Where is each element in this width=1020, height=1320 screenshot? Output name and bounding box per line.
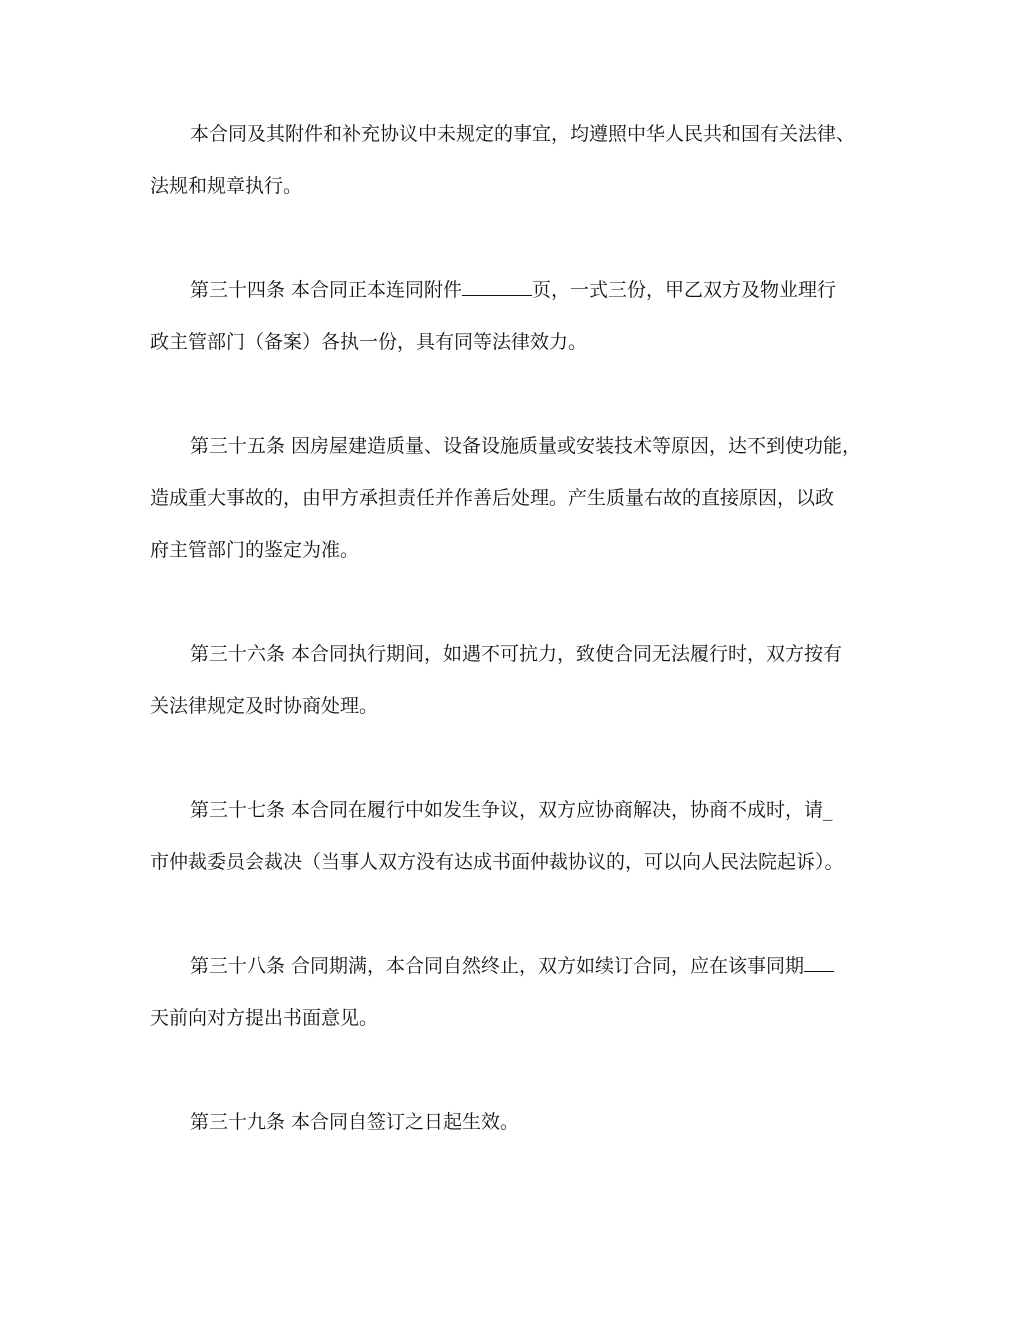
page-count-blank [462,276,532,296]
paragraph-line [150,264,880,316]
paragraph-article-37 [150,784,880,888]
article-34-text-a: 第三十四条 本合同正本连同附件 [190,279,463,301]
paragraph-article-36 [150,628,880,732]
paragraph-article-38 [150,940,880,1044]
paragraph-line: 本合同及其附件和补充协议中未规定的事宜，均遵照中华人民共和国有关法律、 [190,123,856,145]
paragraph-line: 府主管部门的鉴定为准。 [150,539,360,561]
paragraph-line: 第三十七条 本合同在履行中如发生争议，双方应协商解决，协商不成时，请_ [190,799,833,821]
paragraph-line: 第三十九条 本合同自签订之日起生效。 [190,1111,520,1133]
paragraph-line: 政主管部门（备案）各执一份，具有同等法律效力。 [150,331,588,353]
paragraph-article-34 [150,264,880,368]
paragraph-line: 法规和规章执行。 [150,175,303,197]
days-blank [804,952,834,972]
paragraph-article-39 [150,1096,880,1148]
paragraph-article-35 [150,420,880,576]
article-34-text-b: 页，一式三份，甲乙双方及物业理行 [532,279,837,301]
paragraph-line: 第三十六条 本合同执行期间，如遇不可抗力，致使合同无法履行时，双方按有 [190,643,843,665]
paragraph-line: 关法律规定及时协商处理。 [150,695,379,717]
paragraph-line [150,940,880,992]
paragraph-line: 市仲裁委员会裁决（当事人双方没有达成书面仲裁协议的，可以向人民法院起诉）。 [150,851,844,873]
paragraph-line: 造成重大事故的，由甲方承担责任并作善后处理。产生质量右故的直接原因，以政 [150,487,835,509]
paragraph-line: 第三十五条 因房屋建造质量、设备设施质量或安装技术等原因，达不到使功能， [190,435,862,457]
paragraph-line: 天前向对方提出书面意见。 [150,1007,379,1029]
paragraph-supplementary-matters [150,108,880,212]
article-38-text-a: 第三十八条 合同期满，本合同自然终止，双方如续订合同，应在该事同期 [190,955,805,977]
